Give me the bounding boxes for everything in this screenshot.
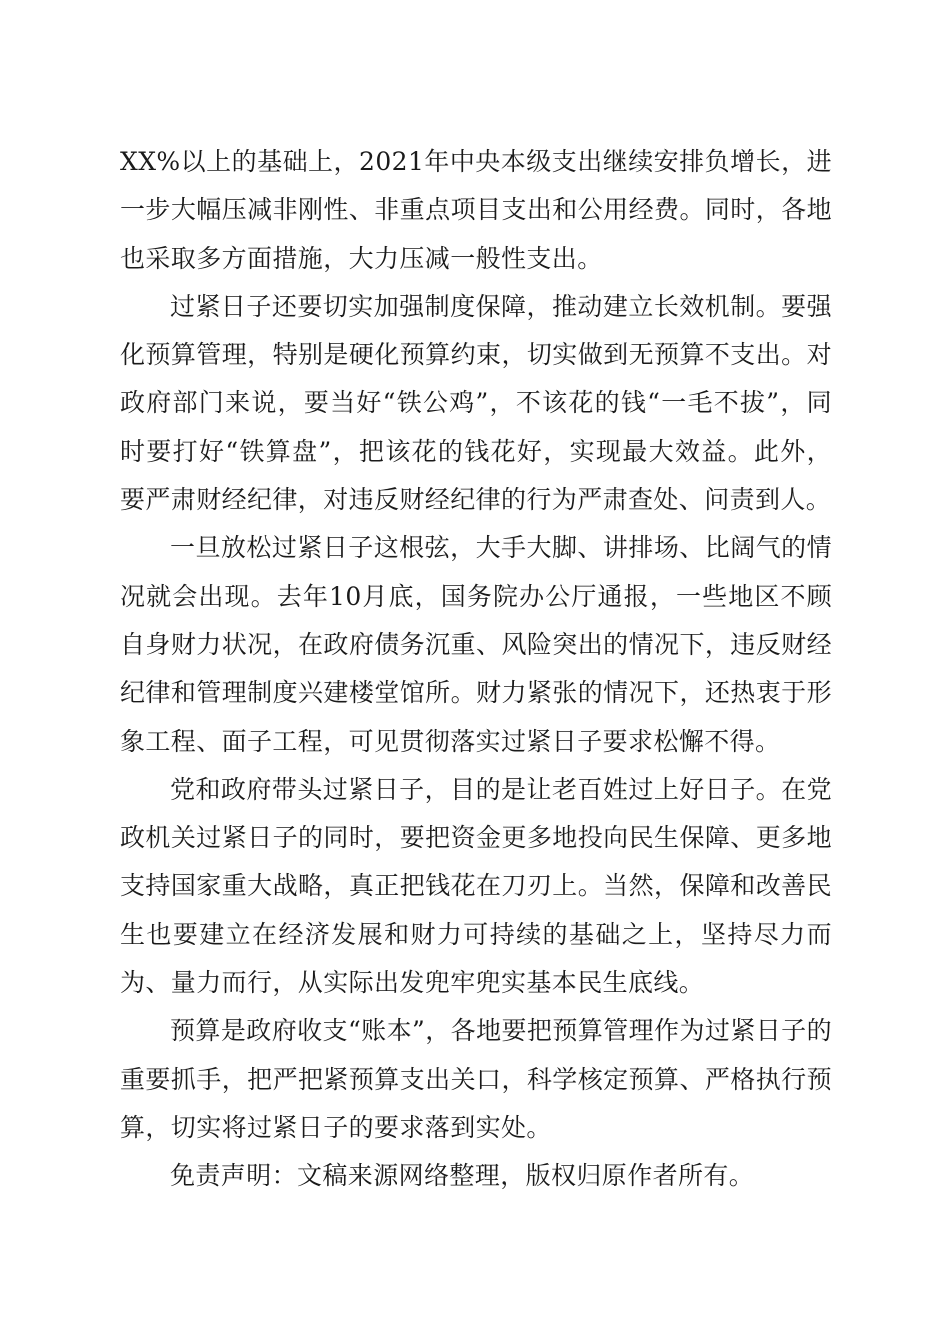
paragraph-continued: XX%以上的基础上，2021年中央本级支出继续安排负增长，进一步大幅压减非刚性、非重点项目支出和公用经费。同时，各地也采取多方面措施，大力压减一般性支出。 [120, 147, 832, 273]
paragraph-livelihood: 党和政府带头过紧日子，目的是让老百姓过上好日子。在党政机关过紧日子的同时，要把资金更多地投向民生保障、更多地支持国家重大战略，真正把钱花在刀刃上。当然，保障和改善民生也要建立在经济发展和财力可持续的基础之上，坚持尽力而为、量力而行，从实际出发兜牢兜实基本民生底线。 [120, 774, 832, 998]
paragraph-institutional-safeguards: 过紧日子还要切实加强制度保障，推动建立长效机制。要强化预算管理，特别是硬化预算约束，切实做到无预算不支出。对政府部门来说，要当好“铁公鸡”，不该花的钱“一毛不拔”，同时要打好“铁算盘”，把该花的钱花好，实现最大效益。此外，要严肃财经纪律，对违反财经纪律的行为严肃查处、问责到人。 [120, 291, 832, 515]
paragraph-budget-management: 预算是政府收支“账本”，各地要把预算管理作为过紧日子的重要抓手，把严把紧预算支出关口，科学核定预算、严格执行预算，切实将过紧日子的要求落到实处。 [120, 1016, 832, 1142]
paragraph-relaxation-warning: 一旦放松过紧日子这根弦，大手大脚、讲排场、比阔气的情况就会出现。去年10月底，国务院办公厅通报，一些地区不顾自身财力状况，在政府债务沉重、风险突出的情况下，违反财经纪律和管理制度兴建楼堂馆所。财力紧张的情况下，还热衷于形象工程、面子工程，可见贯彻落实过紧日子要求松懈不得。 [120, 533, 832, 756]
document-body [120, 138, 832, 1201]
disclaimer: 免责声明：文稿来源网络整理，版权归原作者所有。 [170, 1161, 755, 1191]
